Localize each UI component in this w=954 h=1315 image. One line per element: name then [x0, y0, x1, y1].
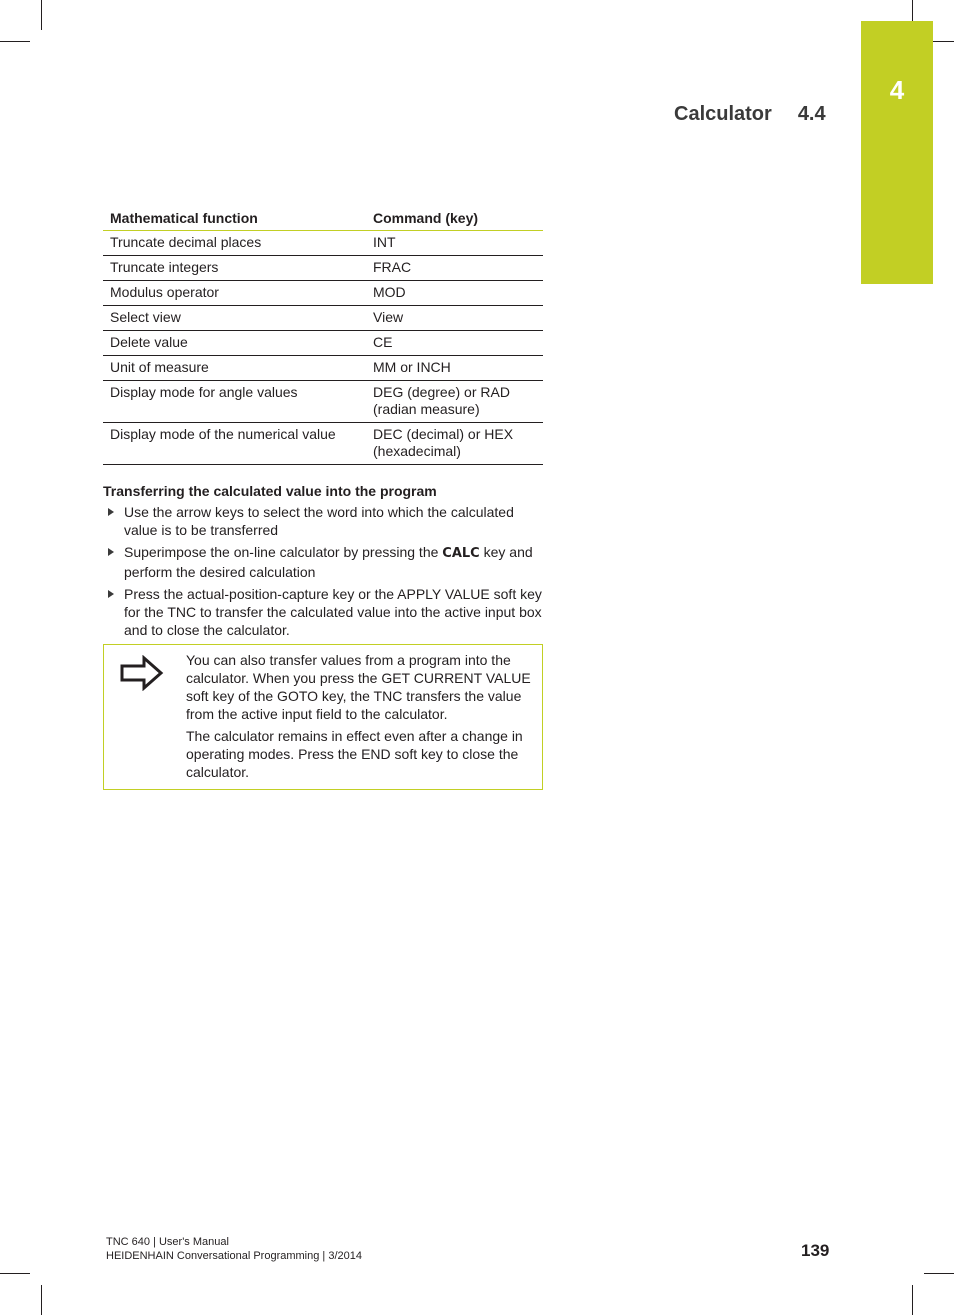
bullet-triangle-icon	[108, 548, 114, 556]
chapter-tab	[861, 21, 933, 284]
table-cell: Truncate decimal places	[103, 231, 366, 256]
note-text	[186, 651, 532, 785]
table-row	[103, 356, 543, 381]
table-cell: FRAC	[366, 256, 543, 281]
table-row	[103, 281, 543, 306]
crop-mark	[41, 1285, 42, 1315]
table-header-row	[103, 207, 543, 231]
table-cell: View	[366, 306, 543, 331]
list-item	[103, 503, 543, 539]
bullet-triangle-icon	[108, 590, 114, 598]
section-title: Calculator	[674, 103, 772, 125]
footer	[106, 1235, 362, 1263]
page-number: 139	[801, 1241, 830, 1260]
table-row	[103, 306, 543, 331]
column-header: Command (key)	[366, 207, 543, 231]
arrow-right-icon	[120, 655, 164, 696]
transfer-heading: Transferring the calculated value into the program	[103, 483, 437, 499]
crop-mark	[41, 0, 42, 30]
bullet-triangle-icon	[108, 508, 114, 516]
table-row	[103, 381, 543, 423]
crop-mark	[924, 1273, 954, 1274]
list-item	[103, 543, 543, 581]
transfer-section	[103, 482, 543, 643]
table-row	[103, 231, 543, 256]
crop-mark	[912, 1285, 913, 1315]
table-row	[103, 331, 543, 356]
table-cell: Unit of measure	[103, 356, 366, 381]
table-row	[103, 423, 543, 465]
footer-line: TNC 640 | User's Manual	[106, 1236, 229, 1248]
table-cell: Truncate integers	[103, 256, 366, 281]
table-row	[103, 256, 543, 281]
step-text: key and perform the desired calculation	[124, 544, 533, 580]
section-number: 4.4	[797, 103, 826, 125]
note-paragraph: You can also transfer values from a program into the calculator. When you press the GET CURRENT VALUE soft key of the GOTO key, the TNC transfers the value from the active input field to the calculator.	[186, 652, 531, 722]
step-text: Use the arrow keys to select the word into which the calculated value is to be transferred	[124, 504, 514, 538]
table-cell: MM or INCH	[366, 356, 543, 381]
step-text: Press the actual-position-capture key or the APPLY VALUE soft key for the TNC to transfer the calculated value into the active input box and to close the calculator.	[124, 586, 542, 638]
column-header: Mathematical function	[103, 207, 366, 231]
footer-line: HEIDENHAIN Conversational Programming | 3/2014	[106, 1250, 362, 1262]
note-paragraph: The calculator remains in effect even after a change in operating modes. Press the END soft key to close the calculator.	[186, 728, 523, 780]
crop-mark	[0, 41, 30, 42]
calc-key-label: CALC	[442, 546, 480, 561]
table-cell: INT	[366, 231, 543, 256]
section-header	[674, 103, 826, 126]
table-cell: Modulus operator	[103, 281, 366, 306]
table-cell: CE	[366, 331, 543, 356]
table-cell: Display mode for angle values	[103, 381, 366, 423]
note-box	[103, 644, 543, 790]
list-item	[103, 585, 543, 639]
crop-mark	[0, 1273, 30, 1274]
step-text: Superimpose the on-line calculator by pressing the	[124, 544, 443, 560]
chapter-number: 4	[889, 75, 905, 105]
table-cell: MOD	[366, 281, 543, 306]
function-table	[103, 207, 543, 465]
table-cell: Display mode of the numerical value	[103, 423, 366, 465]
table-cell: DEC (decimal) or HEX (hexadecimal)	[366, 423, 543, 465]
table-cell: Delete value	[103, 331, 366, 356]
table-cell: DEG (degree) or RAD (radian measure)	[366, 381, 543, 423]
table-cell: Select view	[103, 306, 366, 331]
